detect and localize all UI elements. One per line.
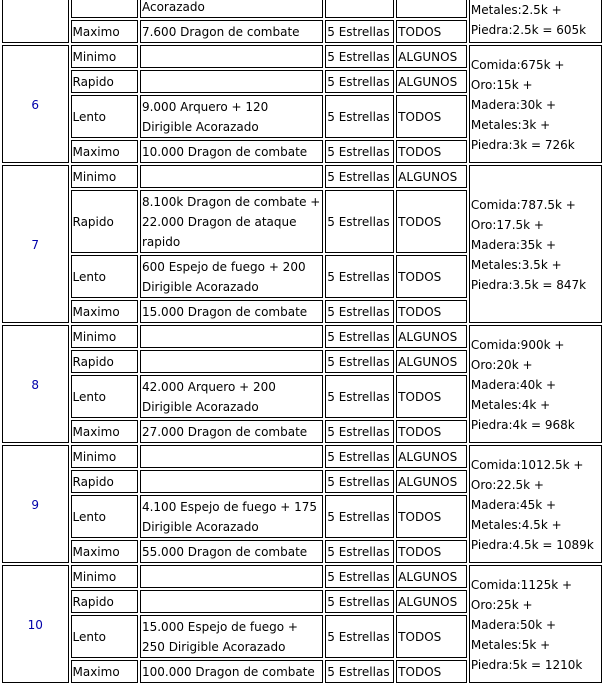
stars-cell: 5 Estrellas bbox=[325, 375, 394, 418]
unit-cell: Acorazado bbox=[140, 0, 323, 18]
stars-cell: 5 Estrellas bbox=[325, 165, 394, 188]
resources-cell: Comida:1125k + Oro:25k + Madera:50k + Metales:5k + Piedra:5k = 1210k bbox=[469, 565, 602, 683]
walls-cell: TODOS bbox=[396, 375, 467, 418]
walls-cell: ALGUNOS bbox=[396, 470, 467, 493]
mode-cell: Maximo bbox=[71, 20, 138, 43]
unit-cell bbox=[140, 565, 323, 588]
walls-cell: ALGUNOS bbox=[396, 350, 467, 373]
table-row bbox=[2, 0, 602, 18]
unit-cell bbox=[140, 325, 323, 348]
unit-cell: 10.000 Dragon de combate bbox=[140, 140, 323, 163]
unit-cell: 100.000 Dragon de combate bbox=[140, 660, 323, 683]
stars-cell: 5 Estrellas bbox=[325, 565, 394, 588]
stars-cell: 5 Estrellas bbox=[325, 95, 394, 138]
stars-cell: 5 Estrellas bbox=[325, 350, 394, 373]
stars-cell: 5 Estrellas bbox=[325, 590, 394, 613]
mode-cell: Lento bbox=[71, 615, 138, 658]
stars-cell: 5 Estrellas bbox=[325, 20, 394, 43]
level-cell bbox=[2, 0, 69, 43]
unit-cell bbox=[140, 350, 323, 373]
resources-cell: Comida:675k + Oro:15k + Madera:30k + Metales:3k + Piedra:3k = 726k bbox=[469, 45, 602, 163]
mode-cell: Rapido bbox=[71, 350, 138, 373]
walls-cell: TODOS bbox=[396, 540, 467, 563]
walls-cell: TODOS bbox=[396, 660, 467, 683]
stars-cell: 5 Estrellas bbox=[325, 420, 394, 443]
mode-cell: Lento bbox=[71, 495, 138, 538]
walls-cell: ALGUNOS bbox=[396, 70, 467, 93]
stars-cell: 5 Estrellas bbox=[325, 325, 394, 348]
stars-cell: 5 Estrellas bbox=[325, 190, 394, 253]
walls-cell: ALGUNOS bbox=[396, 325, 467, 348]
mode-cell: Rapido bbox=[71, 590, 138, 613]
unit-cell bbox=[140, 70, 323, 93]
mode-cell: Rapido bbox=[71, 190, 138, 253]
unit-cell: 7.600 Dragon de combate bbox=[140, 20, 323, 43]
walls-cell: ALGUNOS bbox=[396, 590, 467, 613]
stars-cell: 5 Estrellas bbox=[325, 445, 394, 468]
mode-cell: Maximo bbox=[71, 660, 138, 683]
stars-cell: 5 Estrellas bbox=[325, 495, 394, 538]
mode-cell: Lento bbox=[71, 375, 138, 418]
unit-cell: 15.000 Dragon de combate bbox=[140, 300, 323, 323]
mode-cell: Maximo bbox=[71, 300, 138, 323]
mode-cell: Maximo bbox=[71, 140, 138, 163]
walls-cell: TODOS bbox=[396, 140, 467, 163]
walls-cell: TODOS bbox=[396, 190, 467, 253]
unit-cell: 42.000 Arquero + 200 Dirigible Acorazado bbox=[140, 375, 323, 418]
unit-cell: 27.000 Dragon de combate bbox=[140, 420, 323, 443]
resources-cell: Comida:787.5k + Oro:17.5k + Madera:35k + Metales:3.5k + Piedra:3.5k = 847k bbox=[469, 165, 602, 323]
unit-cell: 600 Espejo de fuego + 200 Dirigible Acorazado bbox=[140, 255, 323, 298]
walls-cell: TODOS bbox=[396, 420, 467, 443]
table-row bbox=[2, 325, 602, 348]
unit-cell bbox=[140, 45, 323, 68]
resources-cell: Metales:2.5k + Piedra:2.5k = 605k bbox=[469, 0, 602, 43]
mode-cell: Minimo bbox=[71, 45, 138, 68]
mode-cell: Lento bbox=[71, 255, 138, 298]
unit-cell: 9.000 Arquero + 120 Dirigible Acorazado bbox=[140, 95, 323, 138]
walls-cell: TODOS bbox=[396, 495, 467, 538]
stars-cell: 5 Estrellas bbox=[325, 255, 394, 298]
mode-cell: Maximo bbox=[71, 420, 138, 443]
unit-cell bbox=[140, 165, 323, 188]
unit-cell: 4.100 Espejo de fuego + 175 Dirigible Acorazado bbox=[140, 495, 323, 538]
mode-cell: Minimo bbox=[71, 325, 138, 348]
level-cell: 6 bbox=[2, 45, 69, 163]
walls-cell bbox=[396, 0, 467, 18]
mode-cell: Lento bbox=[71, 95, 138, 138]
walls-cell: ALGUNOS bbox=[396, 565, 467, 588]
resources-cell: Comida:900k + Oro:20k + Madera:40k + Metales:4k + Piedra:4k = 968k bbox=[469, 325, 602, 443]
stars-cell: 5 Estrellas bbox=[325, 615, 394, 658]
levels-table-body bbox=[2, 0, 602, 683]
walls-cell: TODOS bbox=[396, 95, 467, 138]
table-row bbox=[2, 45, 602, 68]
unit-cell bbox=[140, 590, 323, 613]
level-cell: 8 bbox=[2, 325, 69, 443]
stars-cell bbox=[325, 0, 394, 18]
unit-cell: 8.100k Dragon de combate + 22.000 Dragon de ataque rapido bbox=[140, 190, 323, 253]
mode-cell: Rapido bbox=[71, 470, 138, 493]
walls-cell: ALGUNOS bbox=[396, 445, 467, 468]
table-row bbox=[2, 165, 602, 188]
stars-cell: 5 Estrellas bbox=[325, 300, 394, 323]
walls-cell: TODOS bbox=[396, 615, 467, 658]
mode-cell: Minimo bbox=[71, 565, 138, 588]
mode-cell bbox=[71, 0, 138, 18]
stars-cell: 5 Estrellas bbox=[325, 660, 394, 683]
mode-cell: Minimo bbox=[71, 165, 138, 188]
walls-cell: ALGUNOS bbox=[396, 165, 467, 188]
table-row bbox=[2, 445, 602, 468]
resources-cell: Comida:1012.5k + Oro:22.5k + Madera:45k + Metales:4.5k + Piedra:4.5k = 1089k bbox=[469, 445, 602, 563]
stars-cell: 5 Estrellas bbox=[325, 140, 394, 163]
unit-cell: 55.000 Dragon de combate bbox=[140, 540, 323, 563]
unit-cell bbox=[140, 470, 323, 493]
stars-cell: 5 Estrellas bbox=[325, 540, 394, 563]
level-cell: 9 bbox=[2, 445, 69, 563]
unit-cell: 15.000 Espejo de fuego + 250 Dirigible Acorazado bbox=[140, 615, 323, 658]
stars-cell: 5 Estrellas bbox=[325, 45, 394, 68]
mode-cell: Maximo bbox=[71, 540, 138, 563]
mode-cell: Rapido bbox=[71, 70, 138, 93]
level-cell: 7 bbox=[2, 165, 69, 323]
level-cell: 10 bbox=[2, 565, 69, 683]
walls-cell: ALGUNOS bbox=[396, 45, 467, 68]
stars-cell: 5 Estrellas bbox=[325, 70, 394, 93]
unit-cell bbox=[140, 445, 323, 468]
table-row bbox=[2, 565, 602, 588]
walls-cell: TODOS bbox=[396, 255, 467, 298]
walls-cell: TODOS bbox=[396, 300, 467, 323]
mode-cell: Minimo bbox=[71, 445, 138, 468]
stars-cell: 5 Estrellas bbox=[325, 470, 394, 493]
walls-cell: TODOS bbox=[396, 20, 467, 43]
